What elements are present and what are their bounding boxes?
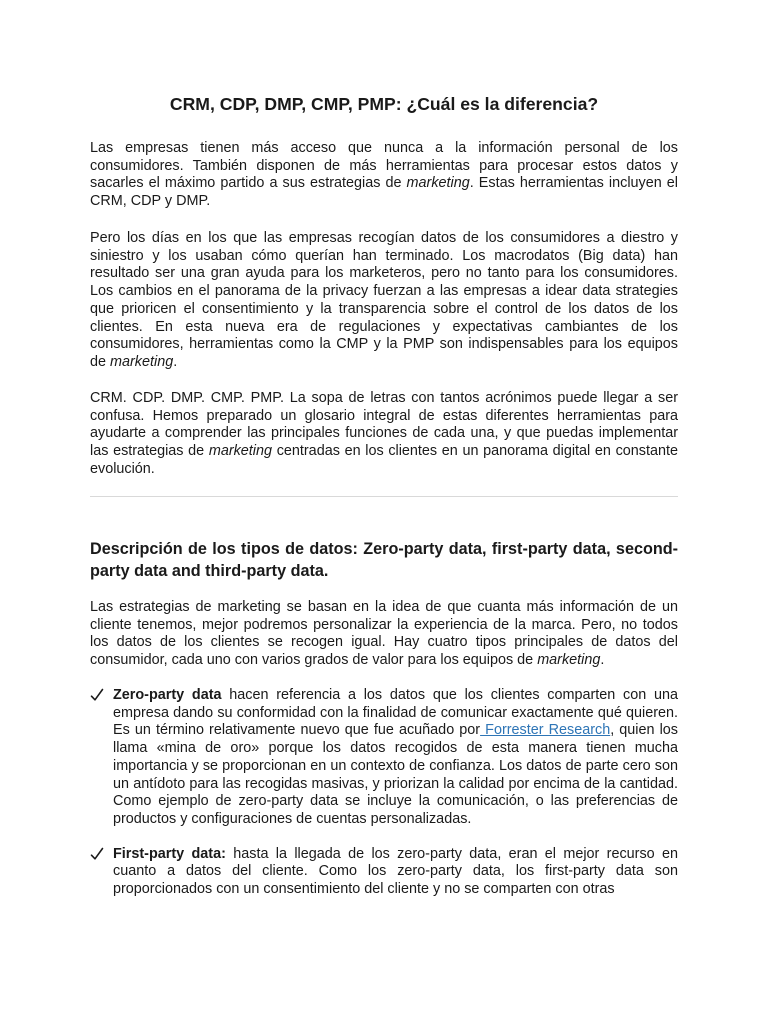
horizontal-divider bbox=[90, 496, 678, 497]
text-run: Las estrategias de marketing se basan en la idea de que cuanta más información de un cliente tenemos, mejor podremos personalizar la experiencia de la marca. Pero, no todos los datos de los clientes se recogen igual. Hay cuatro tipos principales de datos del consumidor, cada uno con varios grados de valor para los equipos de bbox=[90, 599, 678, 669]
section-paragraph bbox=[90, 599, 678, 670]
list-item-text bbox=[113, 687, 678, 829]
text-run: CRM. CDP. DMP. CMP. PMP. La sopa de letras con tantos acrónimos puede llegar a ser confusa. Hemos preparado un glosario integral de estas diferentes herramientas para ayudarte a comprender las principales funciones de cada una, y que puedas implementar las estrategias de bbox=[90, 390, 678, 460]
intro-paragraph-1 bbox=[90, 140, 678, 211]
emphasis-marketing: marketing bbox=[110, 353, 174, 370]
text-run: . bbox=[173, 353, 178, 370]
emphasis-marketing: marketing bbox=[406, 175, 470, 192]
intro-paragraph-3 bbox=[90, 390, 678, 479]
text-run: . bbox=[600, 652, 605, 669]
data-types-list bbox=[90, 687, 678, 916]
document-title: CRM, CDP, DMP, CMP, PMP: ¿Cuál es la diferencia? bbox=[169, 94, 599, 114]
text-run: hacen referencia a los datos que los clientes comparten con una empresa dando su conformidad con la finalidad de comunicar exactamente qué quieren. Es un término relativamente nuevo que fue acuñado por bbox=[113, 687, 678, 739]
list-item-text bbox=[113, 846, 678, 899]
text-run: , quien los llama «mina de oro» porque los datos recogidos de esta manera tienen mucha importancia y se proporcionan en un contexto de confianza. Los datos de parte cero son un antídoto para las recogidas masivas, y priorizan la calidad por encima de la cantidad. Como ejemplo de zero-party data se incluye la comunicación, o las preferencias de productos y configuraciones de cuentas personalizadas. bbox=[113, 722, 678, 827]
forrester-research-link[interactable]: Forrester Research bbox=[480, 722, 611, 739]
term-zero-party: Zero-party data bbox=[113, 687, 222, 703]
list-item bbox=[90, 846, 678, 899]
emphasis-marketing: marketing bbox=[208, 443, 273, 460]
section-heading: Descripción de los tipos de datos: Zero-party data, first-party data, second-party data and third-party data. bbox=[90, 540, 678, 580]
text-run: Las empresas tienen más acceso que nunca a la información personal de los consumidores. También disponen de más herramientas para procesar estos datos y sacarles el máximo partido a sus estrategias de bbox=[90, 140, 678, 192]
intro-paragraph-2 bbox=[90, 230, 678, 372]
term-first-party: First-party data: bbox=[113, 845, 226, 862]
emphasis-marketing: marketing bbox=[537, 652, 601, 669]
list-item bbox=[90, 687, 678, 829]
text-run: Pero los días en los que las empresas recogían datos de los consumidores a diestro y siniestro y los usaban cómo querían han terminado. Los macrodatos (Big data) han resultado ser una gran ayuda para los marketeros, pero no tanto para los consumidores. Los cambios en el panorama de la privacy fuerzan a las empresas a idear data strategies que prioricen el consentimiento y la transparencia sobre el control de los datos de los clientes. En esta nueva era de regulaciones y expectativas cambiantes de los consumidores, herramientas como la CMP y la PMP son indispensables para los equipos de bbox=[90, 230, 678, 370]
checkmark-icon bbox=[90, 687, 104, 703]
text-run: hasta la llegada de los zero-party data, eran el mejor recurso en cuanto a datos del cliente. Como los zero-party data, los first-party data son proporcionados con un consentimiento del cliente y no se comparten con otras bbox=[113, 845, 679, 898]
text-run: centradas en los clientes en un panorama digital en constante evolución. bbox=[90, 443, 678, 477]
text-run: . Estas herramientas incluyen el CRM, CDP y DMP. bbox=[90, 175, 678, 210]
checkmark-icon bbox=[90, 846, 104, 862]
